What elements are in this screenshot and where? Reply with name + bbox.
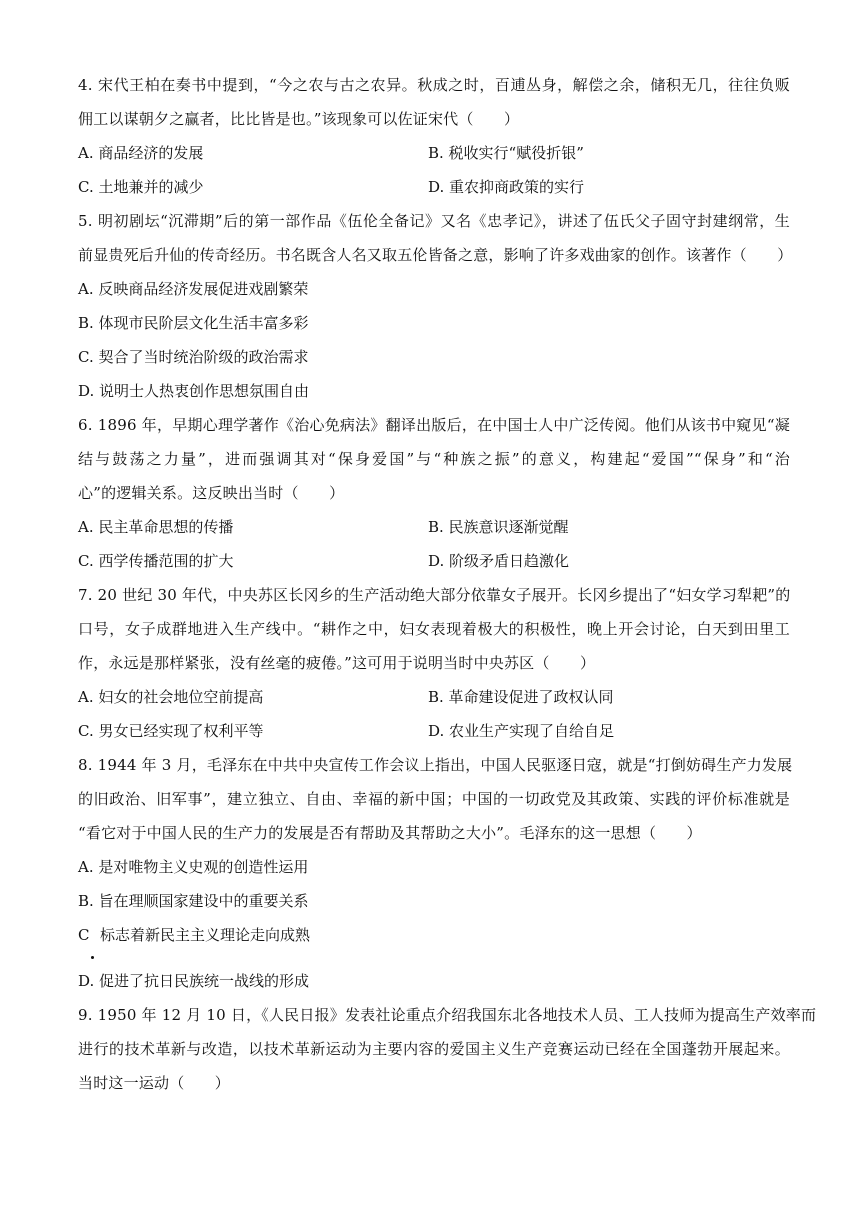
question-7-options-row-1 xyxy=(78,680,790,714)
question-7-line-2: 口号，女子成群地进入生产线中。“耕作之中，妇女表现着极大的积极性，晚上开会讨论，白天到田里工 xyxy=(78,620,790,638)
question-8-line-1: 8. 1944 年 3 月，毛泽东在中共中央宣传工作会议上指出，中国人民驱逐日寇，就是“打倒妨碍生产力发展 xyxy=(78,756,793,774)
question-9-line-1: 9. 1950 年 12 月 10 日，《人民日报》发表社论重点介绍我国东北各地技术人员、工人技师为提高生产效率而 xyxy=(78,1006,817,1024)
question-7-line-1: 7. 20 世纪 30 年代，中央苏区长冈乡的生产活动绝大部分依靠女子展开。长冈乡提出了“妇女学习犁耙”的 xyxy=(78,586,791,604)
question-9-line-2: 进行的技术革新与改造，以技术革新运动为主要内容的爱国主义生产竞赛运动已经在全国蓬勃开展起来。 xyxy=(78,1040,790,1058)
period-dot xyxy=(91,956,94,959)
exam-page xyxy=(78,68,817,1100)
option-d: D. 阶级矛盾日趋激化 xyxy=(428,552,570,570)
option-a: A. 是对唯物主义史观的创造性运用 xyxy=(78,858,309,876)
question-4-options-row-1 xyxy=(78,136,790,170)
question-7-line-3: 作，永远是那样紧张，没有丝毫的疲倦。”这可用于说明当时中央苏区（ ） xyxy=(78,654,596,672)
option-d: D. 农业生产实现了自给自足 xyxy=(428,722,615,740)
option-b: B. 税收实行“赋役折银” xyxy=(428,144,584,162)
question-6-line-2: 结与鼓荡之力量”，进而强调其对“保身爱国”与“种族之振”的意义，构建起“爱国”“保身”和“治 xyxy=(78,450,790,468)
question-5-line-1: 5. 明初剧坛“沉滞期”后的第一部作品《伍伦全备记》又名《忠孝记》，讲述了伍氏父子固守封建纲常，生 xyxy=(78,212,790,230)
question-6 xyxy=(78,408,790,578)
question-8-line-2: 的旧政治、旧军事”，建立独立、自由、幸福的新中国；中国的一切政党及其政策、实践的评价标准就是 xyxy=(78,790,790,808)
option-c xyxy=(78,918,790,964)
question-9 xyxy=(78,998,817,1100)
option-c-text: 标志着新民主主义理论走向成熟 xyxy=(100,926,311,944)
question-5 xyxy=(78,204,793,408)
option-d: D. 说明士人热衷创作思想氛围自由 xyxy=(78,382,310,400)
option-b: B. 民族意识逐渐觉醒 xyxy=(428,518,569,536)
option-c: C. 男女已经实现了权利平等 xyxy=(78,722,264,740)
question-6-line-3: 心”的逻辑关系。这反映出当时（ ） xyxy=(78,484,345,502)
option-a: A. 反映商品经济发展促进戏剧繁荣 xyxy=(78,280,309,298)
question-7-options-row-2 xyxy=(78,714,790,748)
option-c-letter: C xyxy=(78,926,90,944)
option-b: B. 旨在理顺国家建设中的重要关系 xyxy=(78,892,309,910)
question-4-line-2: 佣工以谋朝夕之赢者，比比皆是也。”该现象可以佐证宋代（ ） xyxy=(78,110,520,128)
question-6-options-row-1 xyxy=(78,510,790,544)
option-d: D. 重农抑商政策的实行 xyxy=(428,178,585,196)
question-4 xyxy=(78,68,790,204)
question-6-line-1: 6. 1896 年，早期心理学著作《治心免病法》翻译出版后，在中国士人中广泛传阅。他们从该书中窥见“凝 xyxy=(78,416,790,434)
question-8 xyxy=(78,748,793,998)
question-6-options-row-2 xyxy=(78,544,790,578)
option-a: A. 民主革命思想的传播 xyxy=(78,518,234,536)
option-a: A. 妇女的社会地位空前提高 xyxy=(78,688,264,706)
question-9-line-3: 当时这一运动（ ） xyxy=(78,1074,231,1092)
question-4-options-row-2 xyxy=(78,170,790,204)
option-b: B. 革命建设促进了政权认同 xyxy=(428,688,614,706)
option-c: C. 契合了当时统治阶级的政治需求 xyxy=(78,348,309,366)
option-d: D. 促进了抗日民族统一战线的形成 xyxy=(78,972,310,990)
option-c: C. 土地兼并的减少 xyxy=(78,178,204,196)
option-c: C. 西学传播范围的扩大 xyxy=(78,552,234,570)
question-8-line-3: “看它对于中国人民的生产力的发展是否有帮助及其帮助之大小”。毛泽东的这一思想（ ） xyxy=(78,824,702,842)
question-5-line-2: 前显贵死后升仙的传奇经历。书名既含人名又取五伦皆备之意，影响了许多戏曲家的创作。该著作（ ） xyxy=(78,246,793,264)
option-a: A. 商品经济的发展 xyxy=(78,144,204,162)
question-4-line-1: 4. 宋代王柏在奏书中提到，“今之农与古之农异。秋成之时，百逋丛身，解偿之余，储积无几，往往负贩 xyxy=(78,76,790,94)
option-b: B. 体现市民阶层文化生活丰富多彩 xyxy=(78,314,309,332)
question-7 xyxy=(78,578,790,748)
